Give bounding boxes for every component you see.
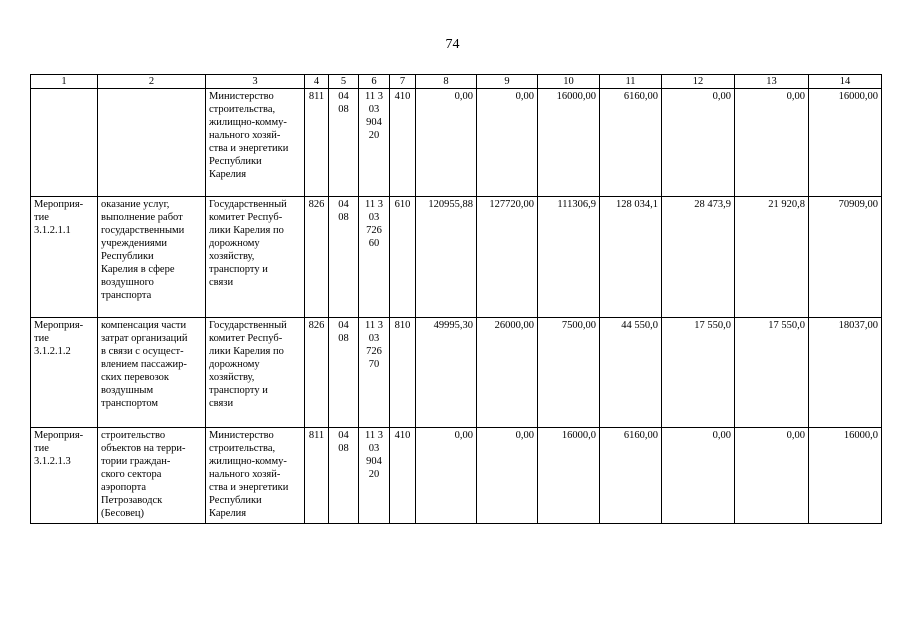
cell-col-10: 7500,00 — [538, 318, 600, 428]
cell-col-14: 16000,0 — [809, 428, 882, 524]
cell-col-5: 04 08 — [329, 428, 359, 524]
column-header: 4 — [305, 75, 329, 89]
cell-col-4: 811 — [305, 89, 329, 197]
cell-col-5: 04 08 — [329, 318, 359, 428]
cell-col-6: 11 3 03 726 60 — [359, 197, 390, 318]
cell-col-12: 0,00 — [662, 428, 735, 524]
cell-col-11: 6160,00 — [600, 89, 662, 197]
cell-col-4: 826 — [305, 197, 329, 318]
column-header: 11 — [600, 75, 662, 89]
cell-col-11: 128 034,1 — [600, 197, 662, 318]
table-row — [31, 428, 882, 524]
cell-col-10: 16000,0 — [538, 428, 600, 524]
column-header: 2 — [98, 75, 206, 89]
responsible-org: Государственный комитет Респуб- лики Карелия по дорожному хозяйству, транспорту и связи — [206, 318, 305, 428]
cell-col-13: 17 550,0 — [735, 318, 809, 428]
measure-code: Мероприя- тие 3.1.2.1.1 — [31, 197, 98, 318]
page-number: 74 — [445, 37, 460, 52]
column-header: 1 — [31, 75, 98, 89]
column-header: 3 — [206, 75, 305, 89]
cell-col-12: 0,00 — [662, 89, 735, 197]
cell-col-7: 410 — [390, 89, 416, 197]
cell-col-6: 11 3 03 904 20 — [359, 89, 390, 197]
cell-col-10: 16000,00 — [538, 89, 600, 197]
cell-col-5: 04 08 — [329, 89, 359, 197]
cell-col-9: 0,00 — [477, 89, 538, 197]
column-header: 13 — [735, 75, 809, 89]
cell-col-11: 44 550,0 — [600, 318, 662, 428]
cell-col-9: 26000,00 — [477, 318, 538, 428]
cell-col-11: 6160,00 — [600, 428, 662, 524]
cell-col-12: 28 473,9 — [662, 197, 735, 318]
measure-code — [31, 89, 98, 197]
cell-col-6: 11 3 03 904 20 — [359, 428, 390, 524]
cell-col-4: 826 — [305, 318, 329, 428]
cell-col-4: 811 — [305, 428, 329, 524]
cell-col-13: 0,00 — [735, 428, 809, 524]
measure-name: оказание услуг, выполнение работ государственными учреждениями Республики Карелия в сфере воздушного транспорта — [98, 197, 206, 318]
cell-col-8: 120955,88 — [416, 197, 477, 318]
cell-col-12: 17 550,0 — [662, 318, 735, 428]
cell-col-8: 0,00 — [416, 428, 477, 524]
cell-col-7: 610 — [390, 197, 416, 318]
header-row — [31, 75, 882, 89]
column-header: 14 — [809, 75, 882, 89]
column-header: 7 — [390, 75, 416, 89]
cell-col-7: 410 — [390, 428, 416, 524]
column-header: 12 — [662, 75, 735, 89]
cell-col-14: 18037,00 — [809, 318, 882, 428]
table-row — [31, 89, 882, 197]
cell-col-14: 70909,00 — [809, 197, 882, 318]
cell-col-10: 111306,9 — [538, 197, 600, 318]
measure-name: компенсация части затрат организаций в связи с осущест- влением пассажир- ских перевозок воздушным транспортом — [98, 318, 206, 428]
responsible-org: Министерство строительства, жилищно-комму- нального хозяй- ства и энергетики Республики Карелия — [206, 428, 305, 524]
budget-table — [30, 74, 882, 524]
column-header: 8 — [416, 75, 477, 89]
measure-name: строительство объектов на терри- тории граждан- ского сектора аэропорта Петрозаводск (Бесовец) — [98, 428, 206, 524]
cell-col-13: 0,00 — [735, 89, 809, 197]
table-row — [31, 197, 882, 318]
column-header: 5 — [329, 75, 359, 89]
measure-code: Мероприя- тие 3.1.2.1.3 — [31, 428, 98, 524]
column-header: 10 — [538, 75, 600, 89]
cell-col-6: 11 3 03 726 70 — [359, 318, 390, 428]
column-header: 9 — [477, 75, 538, 89]
responsible-org: Государственный комитет Респуб- лики Карелия по дорожному хозяйству, транспорту и связи — [206, 197, 305, 318]
cell-col-9: 127720,00 — [477, 197, 538, 318]
measure-code: Мероприя- тие 3.1.2.1.2 — [31, 318, 98, 428]
column-header: 6 — [359, 75, 390, 89]
cell-col-13: 21 920,8 — [735, 197, 809, 318]
table-row — [31, 318, 882, 428]
measure-name — [98, 89, 206, 197]
responsible-org: Министерство строительства, жилищно-комму- нального хозяй- ства и энергетики Республики Карелия — [206, 89, 305, 197]
cell-col-14: 16000,00 — [809, 89, 882, 197]
cell-col-8: 49995,30 — [416, 318, 477, 428]
cell-col-7: 810 — [390, 318, 416, 428]
cell-col-5: 04 08 — [329, 197, 359, 318]
cell-col-9: 0,00 — [477, 428, 538, 524]
cell-col-8: 0,00 — [416, 89, 477, 197]
